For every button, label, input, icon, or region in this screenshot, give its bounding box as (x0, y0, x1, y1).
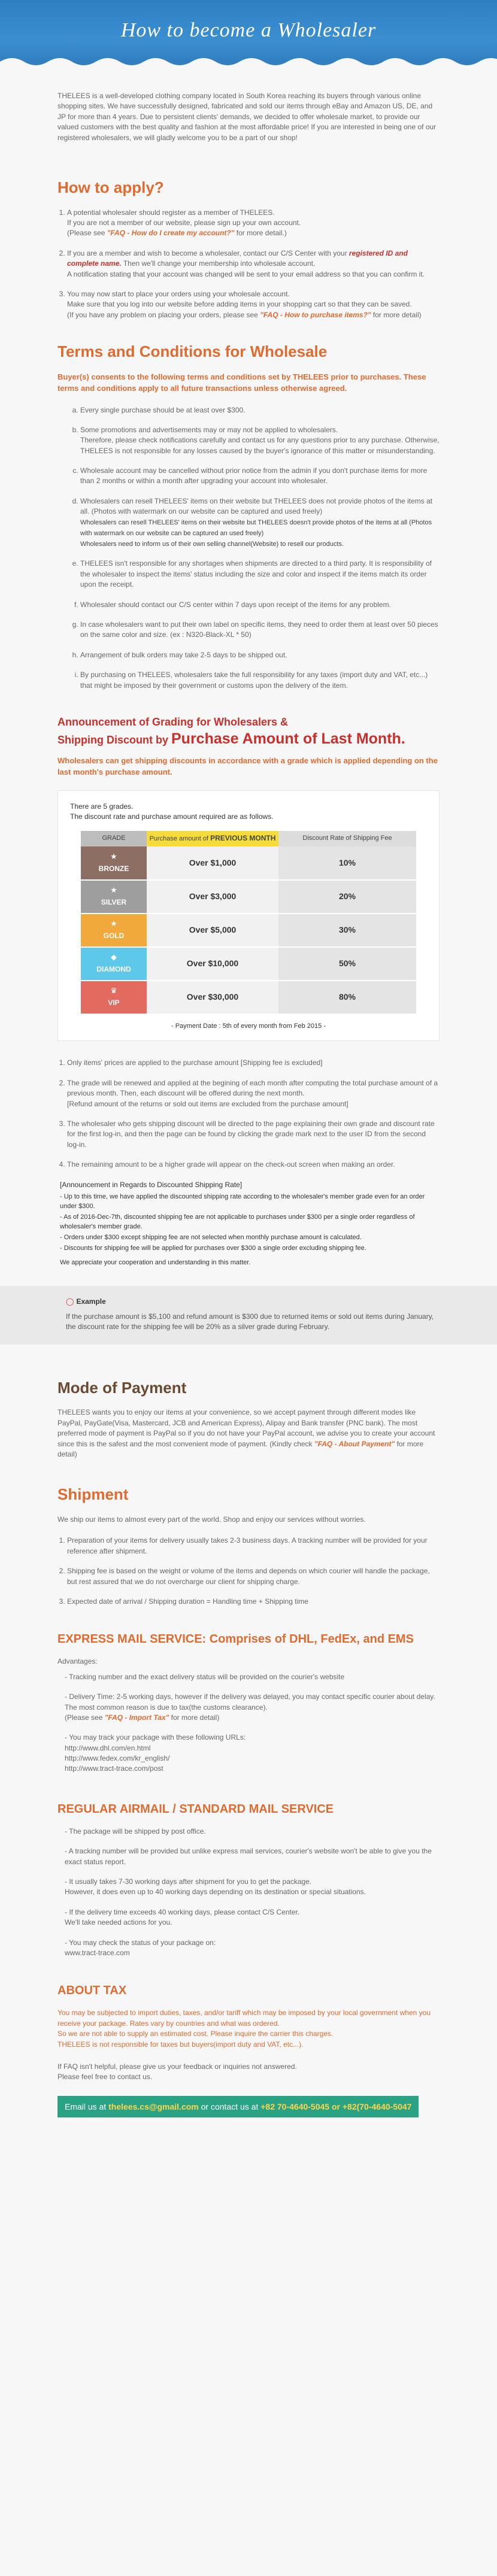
shipment-steps (57, 1536, 440, 1607)
payment-text-2: for more detail) (57, 1439, 424, 1458)
apply-step-3 (67, 289, 440, 320)
apply-step-1-line-b: If you are not a member of our website, please sign up your own account. (67, 219, 301, 227)
grading-heading (57, 715, 440, 750)
payment-text-1: THELEES wants you to enjoy our items at your convenience, so we accept payment through different modes like PayPal, PayGate(Visa, Mastercard, JCB and American Express), Alipay and Bank transfer (PNC bank). The most preferred mode of payment is PayPal so if you do not have your PayPal account, we advise you to create your account since this is the safest and the most convenient mode of payment. (Kindly check (57, 1408, 435, 1448)
fedex-link[interactable]: http://www.fedex.com/kr_english/ (65, 1754, 170, 1763)
term-d-line-2: Wholesalers can resell THELEES' items on their website but THELEES doesn't provide photos of the items at all (Photos with watermark on our website can be captured an used freely) (80, 518, 432, 537)
apply-steps (57, 208, 440, 321)
term-b (80, 425, 440, 456)
airmail-item-4-line-b: We'll take needed actions for you. (65, 1918, 172, 1927)
ems-list (57, 1672, 440, 1774)
main-content (0, 67, 497, 2117)
tax-heading: ABOUT TAX (57, 1984, 127, 1998)
term-h: h. Arrangement of bulk orders may take 2-5 days to be shipped out. (80, 650, 440, 660)
tax-line-2: So we are not able to supply an estimated cost. Please inquire the carrier this charges. (57, 2029, 334, 2038)
term-g: g. In case wholesalers want to put their own label on specific items, they need to order them at least over 50 pieces on the same color and size. (ex : N320-Black-XL * 50) (80, 620, 440, 641)
term-f: f. Wholesaler should contact our C/S center within 7 days upon receipt of the items for any problem. (80, 600, 440, 610)
example-title (66, 1297, 440, 1307)
page-title: How to become a Wholesaler (120, 19, 377, 41)
col-purchase-highlight: PREVIOUS MONTH (210, 833, 276, 842)
grade-label: SILVER (101, 898, 127, 907)
apply-step-3-line-a: You may now start to place your orders using your wholesale account. (67, 289, 290, 298)
term-d-line-1: Wholesalers can resell THELEES' items on their website but THELEES does not provide photos of the items at all. (Photos with watermark on our website can be captured and used freely) (80, 496, 433, 516)
shipment-step-3: 3. Expected date of arrival / Shipping duration = Handling time + Shipping time (67, 1597, 440, 1607)
airmail-item-5-line-a: - You may check the status of your package on: (65, 1938, 216, 1947)
contact-middle: or contact us at (198, 2101, 261, 2111)
apply-step-2-line-a: If you are a member and wish to become a wholesaler, contact our C/S Center with your (67, 248, 347, 257)
faq-import-tax-link[interactable]: "FAQ - Import Tax" (104, 1713, 169, 1722)
apply-step-1 (67, 208, 440, 239)
grade-amount: Over $1,000 (147, 846, 278, 880)
grade-lead-line-1: There are 5 grades. (70, 802, 134, 811)
terms-heading: Terms and Conditions for Wholesale (57, 342, 328, 361)
airmail-item-1: - The package will be shipped by post office. (65, 1826, 206, 1835)
announcement-line-3: - Orders under $300 except shipping fee are not selected when monthly purchase amount is calculated. (60, 1233, 362, 1241)
grade-badge (81, 880, 147, 914)
col-grade: GRADE (81, 831, 147, 846)
term-e: e. THELEES isn't responsible for any shortages when shipments are directed to a third party. It is responsibility of the wholesaler to inspect the items' status including the size and color and inspect if the items match its order upon the receipt. (80, 559, 440, 590)
grading-heading-line-2: Shipping Discount by (57, 734, 171, 747)
grade-amount: Over $10,000 (147, 947, 278, 981)
grade-badge (81, 914, 147, 947)
grade-lead-line-2: The discount rate and purchase amount required are as follows. (70, 812, 274, 821)
grade-icon: ★ (110, 851, 117, 861)
example-title-text: Example (76, 1297, 106, 1306)
grade-lead (70, 802, 427, 823)
airmail-item-2: - A tracking number will be provided but unlike express mail services, courier's website won't be able to give you the exact status report. (65, 1847, 432, 1866)
grade-icon: ◆ (111, 952, 117, 962)
grade-table-box (57, 790, 440, 1042)
faq-purchase-items-link[interactable]: "FAQ - How to purchase items?" (260, 310, 371, 319)
term-b-line-2: Therefore, please check notifications carefully and contact us for any questions prior to any purchase. Otherwise, THELEES is not responsible for any losses caused by the buyer's ignorance of this matter or misunderstanding. (80, 436, 440, 455)
grade-icon: ★ (110, 919, 117, 929)
term-a: a. Every single purchase should be at least over $300. (80, 405, 440, 415)
term-d-line-3: Wholesalers need to inform us of their own selling channel(Website) to resell our products. (80, 540, 344, 548)
example-box (0, 1286, 497, 1345)
grade-label: GOLD (103, 932, 125, 940)
grading-note-2-line-b: [Refund amount of the returns or sold out items are excluded from the purchase amount] (67, 1099, 348, 1108)
announcement-title: [Announcement in Regards to Discounted Shipping Rate] (60, 1180, 243, 1189)
grade-amount: Over $30,000 (147, 981, 278, 1014)
grade-amount: Over $3,000 (147, 880, 278, 914)
contact-bar (57, 2096, 419, 2117)
apply-step-2-highlight: registered ID and complete name. (67, 248, 408, 268)
shipment-step-1: 1. Preparation of your items for delivery usually takes 2-3 business days. A tracking number will be provided for your reference after shipment. (67, 1536, 440, 1556)
grading-heading-big: Purchase Amount of Last Month. (171, 730, 405, 748)
ems-item-2-line-b: (Please see (65, 1713, 105, 1722)
ems-item-1: - Tracking number and the exact delivery status will be provided on the courier's website (65, 1672, 345, 1681)
ems-advantages-label: Advantages: (57, 1657, 98, 1666)
banner-wave (0, 53, 497, 68)
apply-step-1-line-a: A potential wholesaler should register as a member of THELEES. (67, 208, 275, 217)
announcement-line-1: - Up to this time, we have applied the discounted shipping rate according to the wholesaler's member grade even for an order under $300. (60, 1193, 425, 1210)
apply-step-3-line-d: for more detail) (371, 310, 422, 319)
feedback-line-2: Please feel free to contact us. (57, 2073, 153, 2082)
apply-heading: How to apply? (57, 178, 164, 196)
airmail-item-4-line-a: - If the delivery time exceeds 40 working days, please contact C/S Center. (65, 1907, 300, 1916)
payment-text (57, 1407, 440, 1460)
grade-icon: ♛ (110, 986, 117, 996)
faq-create-account-link[interactable]: "FAQ - How do I create my account?" (107, 229, 235, 238)
apply-step-2 (67, 248, 440, 280)
airmail-item-3-line-a: - It usually takes 7-30 working days after shipment for you to get the package. (65, 1877, 312, 1886)
grade-amount: Over $5,000 (147, 914, 278, 947)
feedback-line-1: If FAQ isn't helpful, please give us your feedback or inquiries not answered. (57, 2062, 297, 2071)
grade-row (81, 947, 416, 981)
terms-list (57, 405, 440, 691)
grade-rate: 80% (278, 981, 416, 1014)
term-d (80, 496, 440, 550)
grade-label: VIP (108, 999, 120, 1008)
tax-line-1: You may be subjected to import duties, taxes, and/or tariff which may be imposed by your local government when you receive your package. Rates vary by countries and what was ordered. (57, 2008, 431, 2028)
contact-phone: +82 70-4640-5045 or +82(70-4640-5047 (260, 2101, 412, 2111)
grade-badge (81, 981, 147, 1014)
apply-step-1-line-c: (Please see (67, 229, 107, 238)
faq-about-payment-link[interactable]: "FAQ - About Payment" (314, 1439, 395, 1448)
grading-note-2 (67, 1078, 440, 1109)
example-text: If the purchase amount is $5,100 and refund amount is $300 due to returned items or sold out items during January, the discount rate for the shipping fee will be 20% as a silver grade during February. (66, 1312, 434, 1331)
grade-rate: 30% (278, 914, 416, 947)
grade-rate: 50% (278, 947, 416, 981)
grading-note-1: 1. Only items' prices are applied to the purchase amount [Shipping fee is excluded] (67, 1058, 440, 1068)
grade-badge (81, 846, 147, 880)
announcement-line-5: We appreciate your cooperation and understanding in this matter. (60, 1258, 251, 1266)
apply-step-2-line-c: A notification stating that your account was changed will be sent to your email address so that you can confirm it. (67, 269, 425, 278)
grade-label: BRONZE (98, 864, 129, 873)
grade-table-body (81, 846, 416, 1014)
grading-heading-line-1: Announcement of Grading for Wholesalers & (57, 715, 289, 728)
dhl-link[interactable]: http://www.dhl.com/en.html (65, 1743, 151, 1752)
ems-item-2 (57, 1692, 440, 1723)
tract-trace-link[interactable]: http://www.tract-trace.com/post (65, 1764, 163, 1773)
announcement-line-4: - Discounts for shipping fee will be applied for purchases over $300 a single order excluding shipping fee. (60, 1244, 366, 1252)
airmail-heading: REGULAR AIRMAIL / STANDARD MAIL SERVICE (57, 1802, 334, 1816)
ems-item-3-line-a: - You may track your package with these following URLs: (65, 1733, 246, 1742)
grade-table (81, 831, 416, 1015)
ems-item-2-line-c: for more detail) (169, 1713, 220, 1722)
shipment-step-2: 2. Shipping fee is based on the weight or volume of the items and depends on which courier will handle the package, but rest assured that we do not overcharge our client for shipping charge. (67, 1566, 440, 1587)
terms-notice: Buyer(s) consents to the following terms and conditions set by THELEES prior to purchases. These terms and conditions apply to all future transactions unless otherwise agreed. (57, 372, 426, 393)
grade-rate: 10% (278, 846, 416, 880)
col-purchase (147, 831, 278, 846)
ems-heading: EXPRESS MAIL SERVICE: Comprises of DHL, FedEx, and EMS (57, 1633, 414, 1646)
tax-line-3: THELEES is not responsible for taxes but buyers(import duty and VAT, etc...). (57, 2040, 304, 2049)
term-i: i. By purchasing on THELEES, wholesalers take the full responsibility for any taxes (import duty and VAT, etc...) that might be imposed by their government or customs upon the delivery of the item. (80, 670, 440, 691)
apply-step-3-line-c: (If you have any problem on placing your orders, please see (67, 310, 260, 319)
intro-paragraph: THELEES is a well-developed clothing company located in South Korea reaching its buyers through various online shopping sites. We have successfully designed, fabricated and sold our items through eBay and Amazon US, DE, and JP for more than 4 years. Due to persistent clients' demands, we decided to offer wholesale market, to provide our valued customers with the best quality and fashion at the most affordable price! If you are interested in being one of our registered wholesalers, we will gladly welcome you to be a part of our shop! (57, 92, 437, 142)
grading-note-2-line-a: The grade will be renewed and applied at the begining of each month after computing the total purchase amount of a previous month. Then, each discount will be offered during the next month. (67, 1078, 438, 1098)
grade-badge (81, 947, 147, 981)
tax-text (57, 2008, 440, 2050)
grade-rate: 20% (278, 880, 416, 914)
announcement-line-2: - As of 2016-Dec-7th, discounted shipping fee are not applicable to purchases under $300 per a single order regardless of wholesaler's member grade. (60, 1213, 415, 1230)
airmail-list (57, 1826, 440, 1959)
grade-row (81, 880, 416, 914)
grade-label: DIAMOND (96, 965, 131, 974)
term-c: c. Wholesale account may be cancelled without prior notice from the admin if you don't purchase items for more than 2 months or within a month after upgrading your account into wholesaler. (80, 466, 440, 487)
shipment-lead: We ship our items to almost every part of the world. Shop and enjoy our services without worries. (57, 1515, 366, 1524)
shipping-rate-announcement (57, 1180, 440, 1268)
header-banner (0, 0, 497, 67)
grading-note-3: 3. The wholesaler who gets shipping discount will be directed to the page explaining their own grade and discount rate for the first log-in, and then the page can be found by clicking the grade mark next to the user ID from the second log-in. (67, 1119, 440, 1150)
airmail-item-3 (57, 1877, 440, 1898)
payment-heading: Mode of Payment (57, 1378, 187, 1397)
ems-item-3 (57, 1732, 440, 1774)
airmail-item-5 (57, 1938, 440, 1959)
circle-icon: ◯ (66, 1297, 74, 1306)
col-purchase-prefix: Purchase amount of (149, 835, 211, 842)
apply-step-2-line-b: Then we'll change your membership into wholesale account. (121, 259, 316, 268)
payment-date: - Payment Date : 5th of every month from Feb 2015 - (171, 1022, 326, 1030)
ems-item-2-line-a: - Delivery Time: 2-5 working days, however if the delivery was delayed, you may contact specific courier about delay. The most common reason is due to tax(the customs clearance). (65, 1692, 435, 1712)
shipment-heading: Shipment (57, 1485, 129, 1504)
airmail-item-4 (57, 1907, 440, 1928)
grading-note-4: 4. The remaining amount to be a higher grade will appear on the check-out screen when making an order. (67, 1160, 440, 1170)
grade-table-header (81, 831, 416, 846)
contact-email-link[interactable]: thelees.cs@gmail.com (108, 2101, 199, 2111)
contact-prefix: Email us at (65, 2101, 109, 2111)
grade-row (81, 914, 416, 947)
term-b-line-1: Some promotions and advertisements may or may not be applied to wholesalers. (80, 425, 338, 434)
grade-row (81, 981, 416, 1014)
grading-note: Wholesalers can get shipping discounts in accordance with a grade which is applied depending on the last month's purchase amount. (57, 756, 438, 776)
grade-row (81, 846, 416, 880)
grade-icon: ★ (110, 885, 117, 895)
grading-notes (57, 1058, 440, 1170)
tract-trace-site-link[interactable]: www.tract-trace.com (65, 1949, 130, 1957)
apply-step-3-line-b: Make sure that you log into our website before adding items in your shopping cart so that they can be saved. (67, 300, 412, 309)
apply-step-1-line-d: for more detail.) (234, 229, 287, 238)
col-rate: Discount Rate of Shipping Fee (278, 831, 416, 846)
airmail-item-3-line-b: However, it does even up to 40 working days depending on its destination or special situations. (65, 1888, 366, 1897)
